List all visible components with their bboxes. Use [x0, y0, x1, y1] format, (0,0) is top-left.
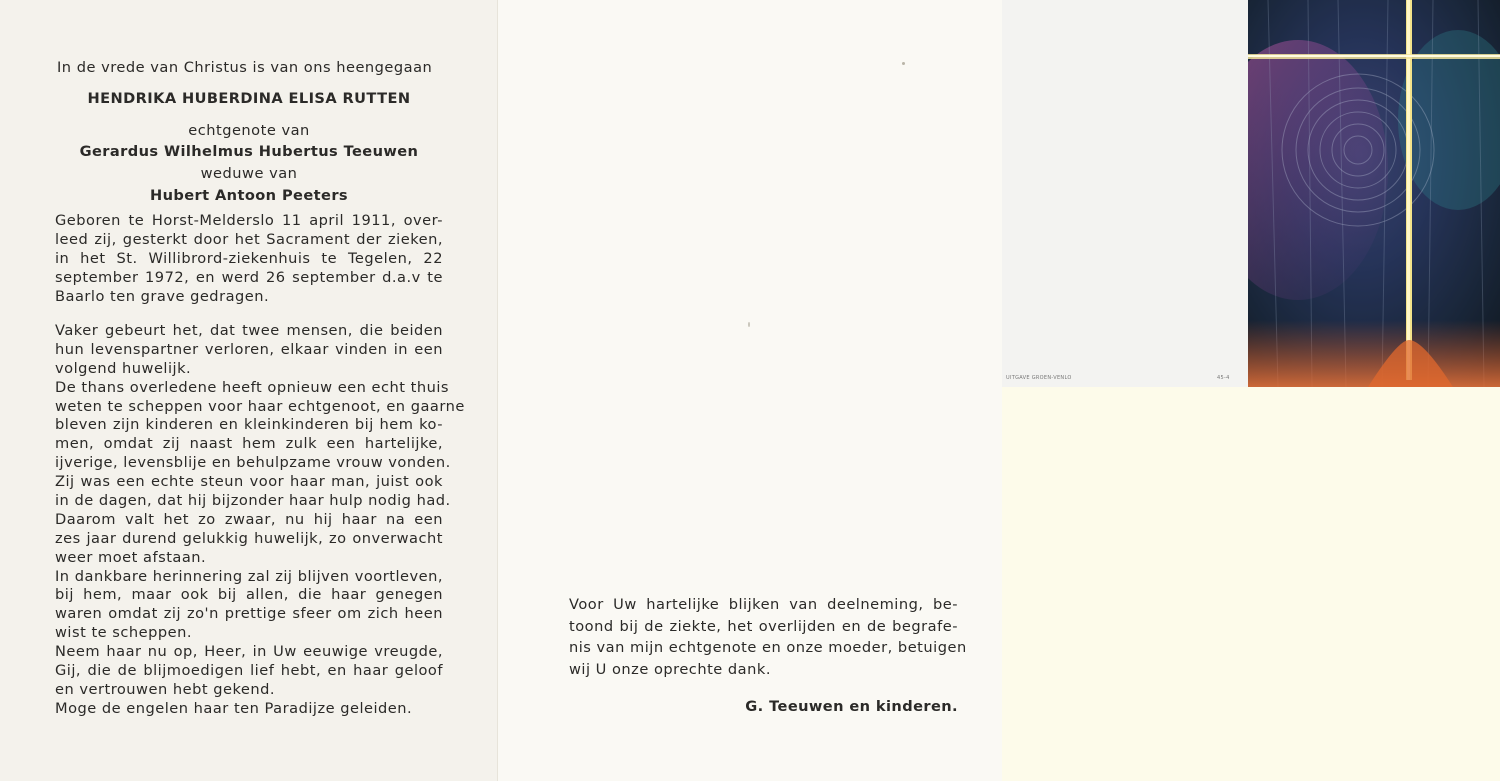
cross-artwork	[1248, 0, 1500, 387]
card-number: 45-4	[1217, 375, 1230, 381]
text-line: In dankbare herinnering zal zij blijven voortleven,	[55, 567, 443, 585]
memorial-text	[55, 322, 465, 719]
thanks-line: wij U onze oprechte dank.	[569, 660, 771, 678]
bio-line: Baarlo ten grave gedragen.	[55, 287, 270, 305]
bio-line: september 1972, en werd 26 september d.a.v te	[55, 268, 443, 286]
thanks-paragraph	[569, 594, 967, 680]
spouse-1-name: Gerardus Wilhelmus Hubertus Teeuwen	[79, 143, 419, 160]
bio-line: leed zij, gesterkt door het Sacrament der zieken,	[55, 230, 443, 248]
card-back	[1002, 0, 1248, 387]
paper-speck	[748, 322, 750, 327]
text-line: ijverige, levensblije en behulpzame vrouw vonden.	[55, 454, 451, 472]
text-line: Zij was een echte steun voor haar man, juist ook	[55, 473, 443, 491]
text-line: weer moet afstaan.	[55, 548, 207, 566]
text-line: De thans overledene heeft opnieuw een echt thuis	[55, 378, 450, 396]
text-line: Neem haar nu op, Heer, in Uw eeuwige vreugde,	[55, 643, 443, 661]
text-line: men, omdat zij naast hem zulk een hartelijke,	[55, 435, 443, 453]
intro-text: In de vrede van Christus is van ons heengegaan	[57, 59, 433, 76]
bio-line: in het St. Willibrord-ziekenhuis te Tegelen, 22	[55, 249, 443, 267]
text-line: volgend huwelijk.	[55, 359, 192, 377]
text-line: bij hem, maar ook bij allen, die haar genegen	[55, 586, 443, 604]
thanks-line: Voor Uw hartelijke blijken van deelneming, be-	[569, 596, 958, 613]
text-line: Vaker gebeurt het, dat twee mensen, die beiden	[55, 322, 443, 339]
paper-speck	[902, 62, 905, 65]
deceased-name: HENDRIKA HUBERDINA ELISA RUTTEN	[87, 90, 411, 107]
text-line: bleven zijn kinderen en kleinkinderen bij hem ko-	[55, 416, 443, 434]
spouse-2-name: Hubert Antoon Peeters	[149, 187, 349, 204]
publisher-text: UITGAVE GROEN-VENLO	[1006, 375, 1072, 381]
right-card-page	[1002, 0, 1500, 781]
text-line: weten te scheppen voor haar echtgenoot, en gaarne	[55, 397, 465, 415]
text-line: Moge de engelen haar ten Paradijze geleiden.	[55, 699, 413, 717]
text-line: wist te scheppen.	[55, 624, 193, 642]
left-card-page	[0, 0, 497, 781]
text-line: waren omdat zij zo'n prettige sfeer om zich heen	[55, 605, 443, 623]
cross-painting-image	[1248, 0, 1500, 387]
signature: G. Teeuwen en kinderen.	[745, 698, 958, 715]
text-line: in de dagen, dat hij bijzonder haar hulp nodig had.	[55, 492, 451, 510]
relation-2: weduwe van	[200, 165, 298, 182]
thanks-line: toond bij de ziekte, het overlijden en de begrafe-	[569, 617, 958, 635]
biography-paragraph	[55, 212, 443, 306]
text-line: hun levenspartner verloren, elkaar vinden in een	[55, 340, 443, 358]
relation-1: echtgenote van	[188, 122, 310, 139]
bio-line: Geboren te Horst-Melderslo 11 april 1911, over-	[55, 212, 443, 229]
text-line: Gij, die de blijmoedigen lief hebt, en haar geloof	[55, 662, 443, 680]
text-line: zes jaar durend gelukkig huwelijk, zo onverwacht	[55, 529, 443, 547]
text-line: en vertrouwen hebt gekend.	[55, 680, 276, 698]
text-line: Daarom valt het zo zwaar, nu hij haar na een	[55, 510, 443, 528]
thanks-line: nis van mijn echtgenote en onze moeder, betuigen	[569, 639, 967, 656]
